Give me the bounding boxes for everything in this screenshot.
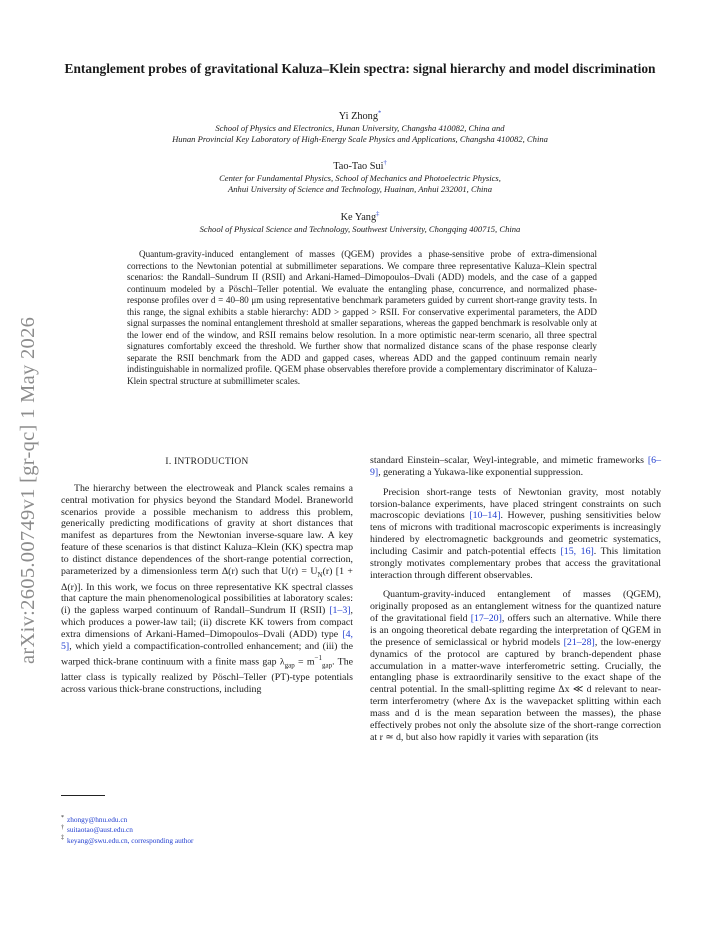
author-name: Tao-Tao Sui† bbox=[333, 159, 387, 172]
footnote-marker[interactable]: † bbox=[383, 159, 387, 167]
citation-link[interactable]: [6–9] bbox=[370, 455, 661, 478]
author-affiliation: Center for Fundamental Physics, School of Mechanics and Photoelectric Physics, bbox=[219, 173, 501, 183]
right-column bbox=[370, 455, 661, 743]
author-name: Yi Zhong* bbox=[338, 109, 382, 122]
footnote-rule bbox=[61, 795, 105, 796]
footnote-note: , corresponding author bbox=[127, 835, 194, 845]
paper-title: Entanglement probes of gravitational Kaluza–Klein spectra: signal hierarchy and model discrimination bbox=[64, 61, 656, 76]
author-affiliation: School of Physics and Electronics, Hunan University, Changsha 410082, China and bbox=[215, 123, 505, 133]
footnote-1: * zhongy@hnu.edu.cn bbox=[61, 814, 128, 824]
footnote-2: † suitaotao@aust.edu.cn bbox=[61, 824, 133, 835]
footnotes bbox=[61, 815, 353, 846]
arxiv-identifier: arXiv:2605.00749v1 [gr-qc] 1 May 2026 bbox=[17, 316, 39, 664]
author-block-2 bbox=[60, 160, 660, 195]
email-link[interactable]: suitaotao@aust.edu.cn bbox=[67, 825, 133, 835]
footnote-marker[interactable]: * bbox=[377, 109, 382, 117]
author-affiliation: Hunan Provincial Key Laboratory of High-Energy Scale Physics and Applications, Changsha 410082, China bbox=[172, 134, 548, 144]
email-link[interactable]: zhongy@hnu.edu.cn bbox=[67, 815, 128, 824]
author-affiliation: School of Physical Science and Technology, Southwest University, Chongqing 400715, China bbox=[199, 224, 521, 234]
intro-paragraph-1: The hierarchy between the electroweak and Planck scales remains a central motivation for physics beyond the Standard Model. Braneworld scenarios provide a possible mechanism to address this problem, generically predicting modifications of gravity at short distances that manifest as departures from the Newtonian inverse-square law. A key feature of these scenarios is that distinct Kaluza–Klein (KK) spectra map to distinct distance dependences of the short-range potential correction, parameterized by a dimensionless term Δ(r) such that $U(r) = U_N(r) [1 + \Delta(r)]$. In this work, we focus on three representative KK spectral classes that capture the main phenomenological possibilities at laboratory scales: (i) the gapless warped continuum of Randall–Sundrum II (RSII) [1–3], which produces a power-law tail; (ii) discrete KK towers from compact extra dimensions of Arkani-Hamed–Dimopoulos–Dvali (ADD) type [4, 5], which yield a compactification-controlled enhancement; and (iii) the warped thick-brane continuum with a finite mass gap $\lambda_{gap} = m^{-1}_{gap}$. The latter class is typically realized by Pöschl–Teller (PT)-type potentials across various thick-brane constructions, including bbox=[61, 482, 353, 695]
citation-link[interactable]: [4, 5] bbox=[61, 628, 353, 652]
citation-link[interactable]: [21–28] bbox=[563, 636, 595, 648]
footnote-marker[interactable]: ‡ bbox=[376, 210, 380, 218]
section-heading: I. INTRODUCTION bbox=[165, 457, 249, 467]
intro-paragraph-continued: standard Einstein–scalar, Weyl-integrable, and mimetic frameworks [6–9], generating a Yukawa-like exponential suppression. bbox=[370, 455, 661, 478]
citation-link[interactable]: [17–20] bbox=[470, 613, 502, 625]
author-block-1 bbox=[60, 110, 660, 145]
intro-paragraph-3: Quantum-gravity-induced entanglement of masses (QGEM), originally proposed as an entanglement witness for the quantized nature of the gravitational field [17–20], offers such an alternative. While there is an ongoing theoretical debate regarding the interpretation of QGEM in the presence of semiclassical or hybrid models [21–28], the low-energy dynamics of the protocol are captured by branch-dependent phase accumulation in a matter-wave interferometric setting. Crucially, the entangling phase is extraordinarily sensitive to the exact shape of the central potential. In the small-splitting regime Δx ≪ d relevant to near-term interferometry (where Δx is the wavepacket splitting within each mass and d is the mean separation between the masses), the phase effectively probes not only the absolute size of the short-range correction at r ≃ d, but also how rapidly it varies with separation (its bbox=[370, 589, 662, 743]
abstract: Quantum-gravity-induced entanglement of masses (QGEM) provides a phase-sensitive probe of extra-dimensional corrections to the Newtonian potential at submillimeter separations. We compare three representative Kaluza–Klein spectral scenarios: the Randall–Sundrum II (RSII) and Arkani-Hamed–Dimopoulos–Dvali (ADD) models, and the case of a gapped continuum modeled by a Pöschl–Teller potential. We evaluate the entangling phase, concurrence, and normalized phase-response profiles over d = 40–80 μm using representative benchmark parameters guided by current short-range gravity tests. In this range, the signal exhibits a stable hierarchy: ADD > gapped > RSII. For conservative experimental parameters, the ADD signal surpasses the nominal entanglement threshold at smaller separations, whereas the gapped benchmark is resolvable only at the lower end of the window, and RSII remains below resolution. In a more optimistic near-term scenario, all three spectral signatures comfortably exceed the threshold. We further show that normalized distance scans of the phase response clearly separate the RSII benchmark from the ADD and gapped cases, whereas ADD and the gapped continuum remain nearly indistinguishable in normalized profile. QGEM phase observables therefore provide a complementary discriminator of Kaluza–Klein spectral structure at submillimeter scales. bbox=[127, 249, 597, 387]
left-column bbox=[61, 455, 353, 695]
email-link[interactable]: keyang@swu.edu.cn bbox=[67, 835, 128, 845]
citation-link[interactable]: [10–14] bbox=[469, 510, 501, 522]
author-affiliation: Anhui University of Science and Technology, Huainan, Anhui 232001, China bbox=[228, 184, 492, 194]
intro-paragraph-2: Precision short-range tests of Newtonian gravity, most notably torsion-balance experiments, have placed stringent constraints on such macroscopic deviations [10–14]. However, pushing sensitivities below tens of microns with traditional macroscopic experiments is increasingly hindered by electromagnetic backgrounds and geometric systematics, including Casimir and patch-potential effects [15, 16]. This limitation strongly motivates complementary probes that access the gravitational interaction through different observables. bbox=[370, 486, 661, 581]
author-name: Ke Yang‡ bbox=[340, 210, 380, 223]
citation-link[interactable]: [15, 16] bbox=[560, 545, 594, 557]
footnote-3: ‡ keyang@swu.edu.cn, corresponding author bbox=[61, 835, 194, 845]
author-block-3 bbox=[60, 211, 660, 235]
citation-link[interactable]: [1–3] bbox=[329, 605, 351, 617]
